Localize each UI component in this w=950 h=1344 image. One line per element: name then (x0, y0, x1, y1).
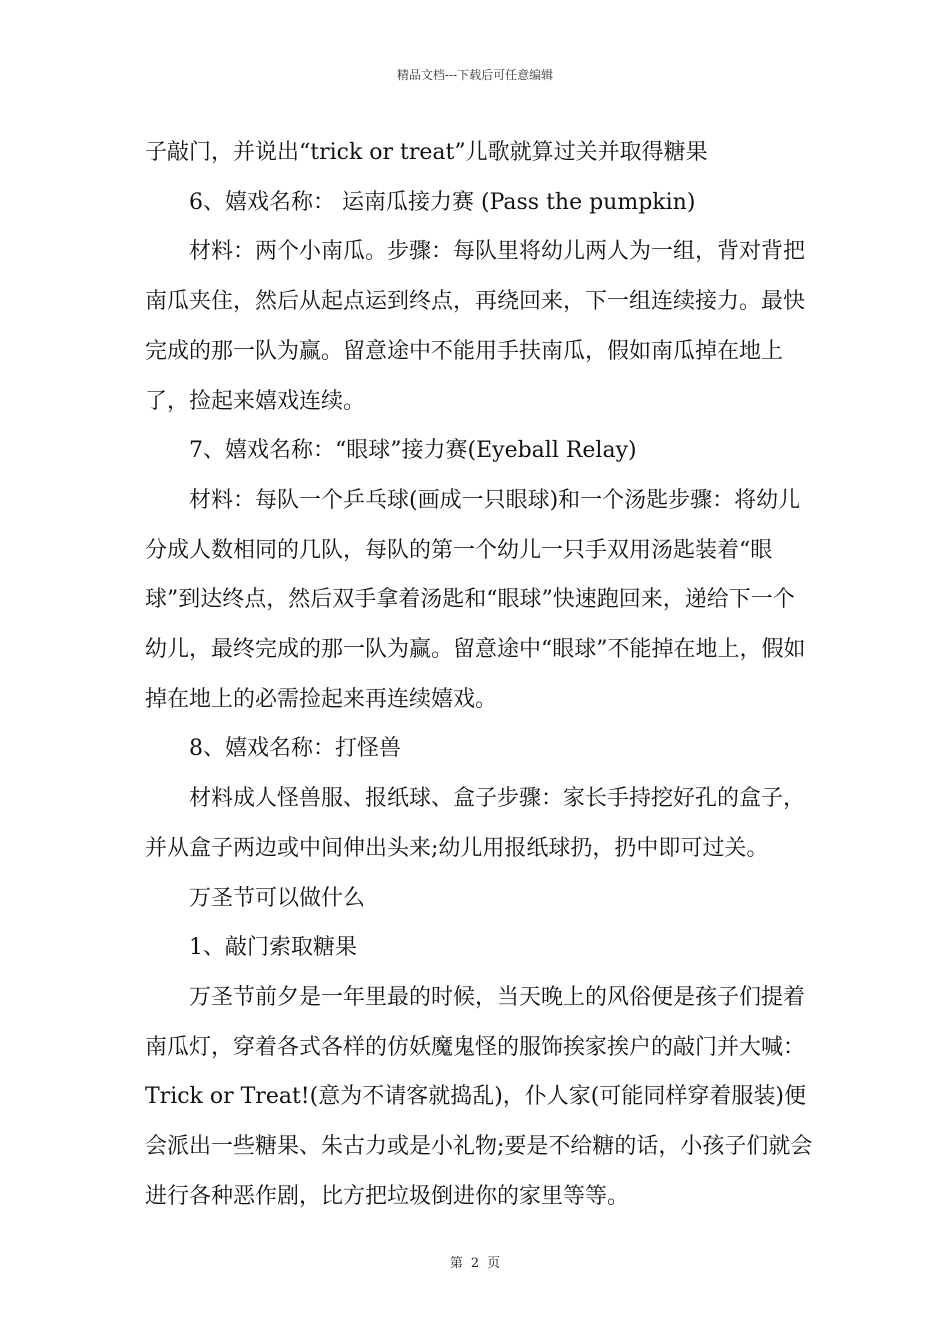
page-number: 2 (470, 1256, 480, 1271)
paragraph-3: 材料：两个小南瓜。步骤：每队里将幼儿两人为一组，背对背把南瓜夹住，然后从起点运到终点，再绕回来，下一组连续接力。最快完成的那一队为赢。留意途中不能用手扶南瓜，假如南瓜掉在地上了，捡起来嬉戏连续。 (145, 239, 806, 414)
paragraph-2: 6、嬉戏名称： 运南瓜接力赛 (Pass the pumpkin) (189, 189, 696, 215)
page-footer (0, 1252, 950, 1271)
paragraph-5: 材料：每队一个乒乓球(画成一只眼球)和一个汤匙步骤：将幼儿分成人数相同的几队，每队的第一个幼儿一只手双用汤匙装着“眼球”到达终点，然后双手拿着汤匙和“眼球”快速跑回来，递给下一个幼儿，最终完成的那一队为赢。留意途中“眼球”不能掉在地上，假如掉在地上的必需捡起来再连续嬉戏。 (145, 487, 806, 712)
paragraph-10: 万圣节前夕是一年里最的时候，当天晚上的风俗便是孩子们提着南瓜灯，穿着各式各样的仿妖魔鬼怪的服饰挨家挨户的敲门并大喊：Trick or Treat!(意为不请客就捣乱)，仆人家(可能同样穿着服装)便会派出一些糖果、朱古力或是小礼物;要是不给糖的话，小孩子们就会进行各种恶作剧，比方把垃圾倒进你的家里等等。 (145, 984, 813, 1209)
page-header: 精品文档---下载后可任意编辑 (396, 68, 554, 82)
paragraph-4: 7、嬉戏名称：“眼球”接力赛(Eyeball Relay) (189, 438, 637, 464)
paragraph-9: 1、敲门索取糖果 (189, 935, 357, 961)
page-number-prefix: 第 (449, 1256, 463, 1271)
document-body (145, 128, 815, 1221)
paragraph-1: 子敲门，并说出“trick or treat”儿歌就算过关并取得糖果 (145, 140, 708, 165)
paragraph-6: 8、嬉戏名称：打怪兽 (189, 736, 401, 762)
page-number-suffix: 页 (487, 1256, 501, 1271)
paragraph-7: 材料成人怪兽服、报纸球、盒子步骤：家长手持挖好孔的盒子，并从盒子两边或中间伸出头来;幼儿用报纸球扔，扔中即可过关。 (145, 786, 806, 861)
paragraph-8: 万圣节可以做什么 (189, 885, 366, 911)
